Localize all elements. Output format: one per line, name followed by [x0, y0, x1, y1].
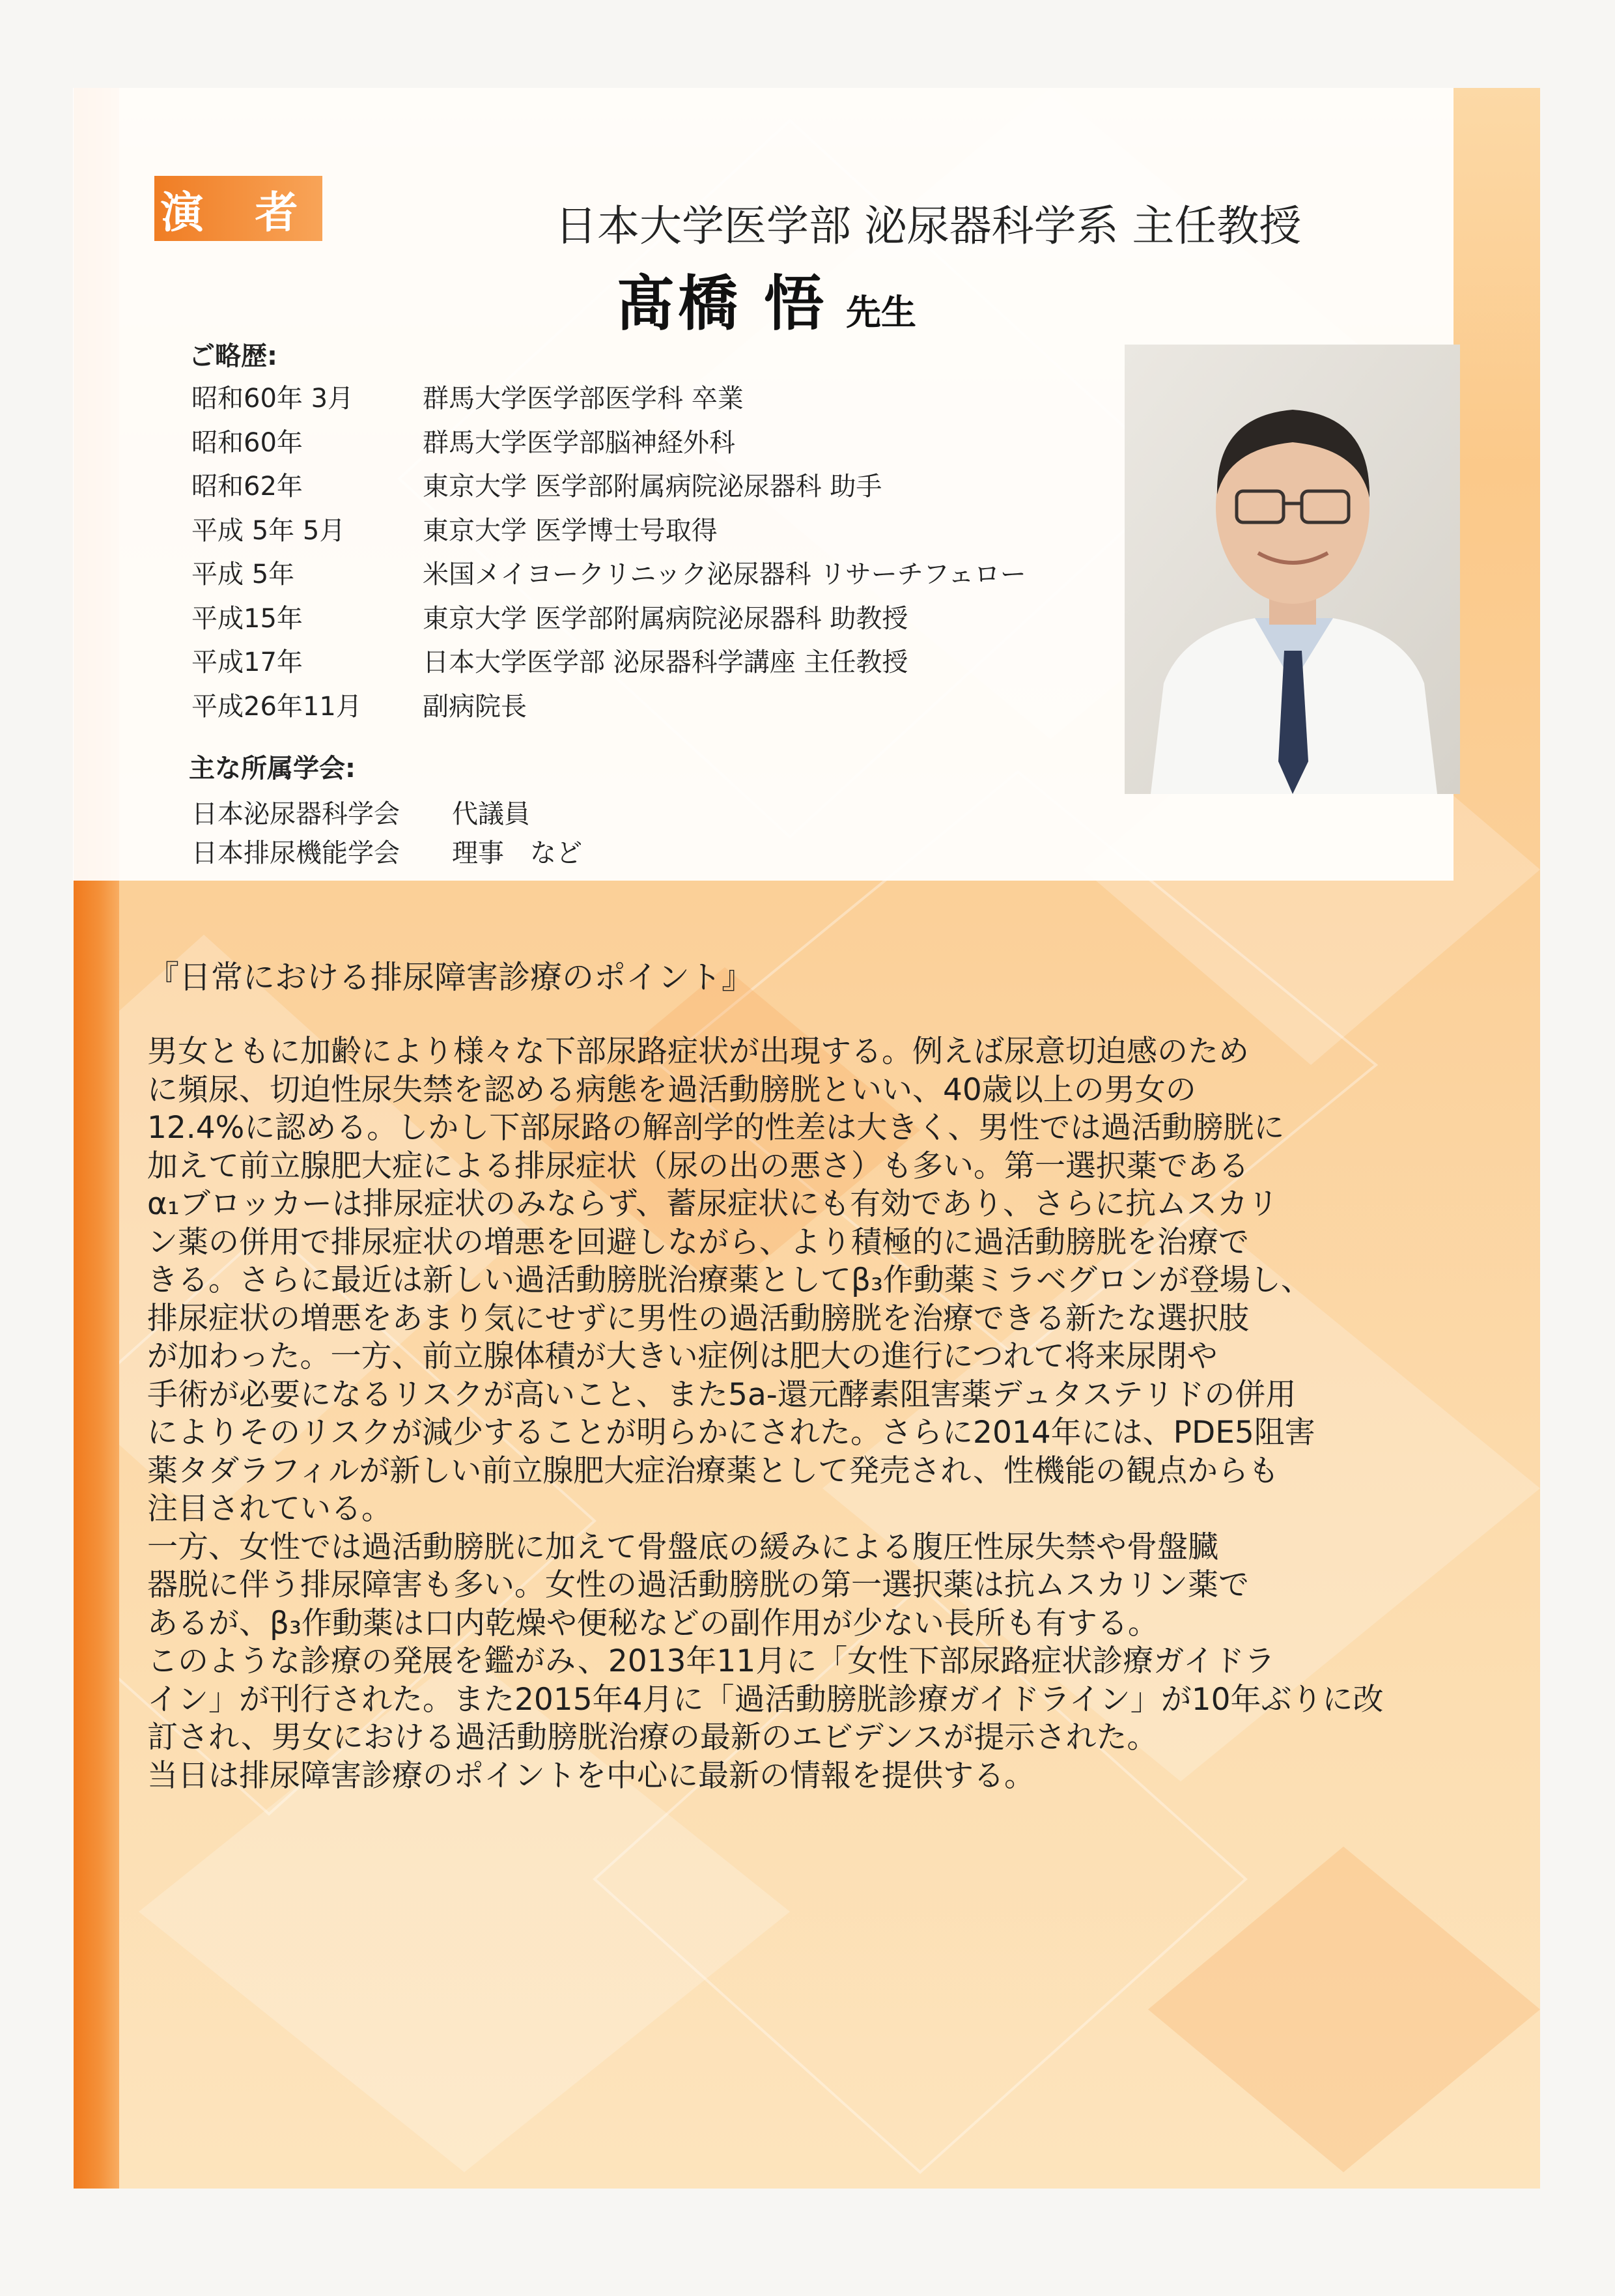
- career-date: 平成26年11月: [191, 691, 362, 722]
- abstract-line: 加えて前立腺肥大症による排尿症状（尿の出の悪さ）も多い。第一選択薬である: [147, 1148, 1249, 1184]
- abstract-line: 排尿症状の増悪をあまり気にせずに男性の過活動膀胱を治療できる新たな選択肢: [147, 1300, 1249, 1337]
- career-item: [191, 683, 1103, 727]
- lecture-topic: 『日常における排尿障害診療のポイント』: [147, 959, 754, 996]
- career-item: [191, 462, 1103, 507]
- speaker-affiliation: 日本大学医学部 泌尿器科学系 主任教授: [555, 202, 1302, 251]
- career-item: [191, 638, 1103, 683]
- portrait-illustration: [1125, 345, 1460, 794]
- speaker-label-tag: 演 者: [154, 176, 322, 241]
- career-description: 東京大学 医学部附属病院泌尿器科 助手: [423, 472, 882, 502]
- career-description: 副病院長: [423, 691, 527, 722]
- abstract-line: 薬タダラフィルが新しい前立腺肥大症治療薬として発売され、性機能の観点からも: [147, 1453, 1280, 1489]
- abstract-line: ン薬の併用で排尿症状の増悪を回避しながら、より積極的に過活動膀胱を治療で: [147, 1224, 1249, 1260]
- career-heading: ご略歴:: [189, 341, 277, 371]
- career-date: 平成 5年 5月: [191, 515, 346, 546]
- career-list: [191, 375, 1103, 726]
- society-name: 日本泌尿器科学会: [191, 799, 400, 829]
- abstract-line: 器脱に伴う排尿障害も多い。女性の過活動膀胱の第一選択薬は抗ムスカリン薬で: [147, 1567, 1249, 1603]
- abstract-line: に頻尿、切迫性尿失禁を認める病態を過活動膀胱といい、40歳以上の男女の: [147, 1071, 1196, 1108]
- society-item: [191, 831, 582, 870]
- abstract-line: 訂され、男女における過活動膀胱治療の最新のエビデンスが提示された。: [147, 1720, 1158, 1755]
- career-description: 群馬大学医学部医学科 卒業: [423, 384, 744, 414]
- career-date: 平成17年: [191, 647, 303, 678]
- speaker-name: 髙橋 悟: [615, 269, 827, 339]
- abstract-line: 手術が必要になるリスクが高いこと、また5a-還元酵素阻害薬デュタステリドの併用: [147, 1376, 1297, 1413]
- speaker-honorific: 先生: [846, 292, 917, 333]
- career-date: 昭和62年: [191, 472, 303, 502]
- society-name: 日本排尿機能学会: [191, 838, 400, 868]
- society-item: [191, 792, 582, 831]
- abstract-line: が加わった。一方、前立腺体積が大きい症例は肥大の進行につれて将来尿閉や: [147, 1339, 1218, 1374]
- career-date: 昭和60年: [191, 427, 303, 458]
- society-list: [191, 792, 582, 870]
- speaker-portrait-photo: [1125, 345, 1460, 794]
- abstract-line: 一方、女性では過活動膀胱に加えて骨盤底の緩みによる腹圧性尿失禁や骨盤臓: [147, 1529, 1218, 1565]
- career-description: 日本大学医学部 泌尿器科学講座 主任教授: [423, 647, 908, 678]
- career-date: 平成 5年: [191, 560, 295, 590]
- career-date: 昭和60年 3月: [191, 384, 354, 414]
- lecture-abstract: [147, 1033, 1476, 1795]
- career-item: [191, 550, 1103, 595]
- career-item: [191, 595, 1103, 639]
- abstract-line: 注目されている。: [147, 1491, 392, 1527]
- abstract-line: 男女ともに加齢により様々な下部尿路症状が出現する。例えば尿意切迫感のため: [147, 1034, 1249, 1070]
- career-description: 米国メイヨークリニック泌尿器科 リサーチフェロー: [423, 560, 1026, 590]
- career-item: [191, 507, 1103, 551]
- abstract-line: あるが、β₃作動薬は口内乾燥や便秘などの副作用が少ない長所も有する。: [147, 1605, 1159, 1641]
- abstract-line: このような診療の発展を鑑がみ、2013年11月に「女性下部尿路症状診療ガイドラ: [147, 1643, 1275, 1679]
- society-role: 理事 など: [452, 838, 582, 868]
- career-item: [191, 375, 1103, 419]
- abstract-line: イン」が刊行された。また2015年4月に「過活動膀胱診療ガイドライン」が10年ぶりに改: [147, 1681, 1384, 1718]
- society-role: 代議員: [452, 799, 530, 829]
- abstract-line: α₁ブロッカーは排尿症状のみならず、蓄尿症状にも有効であり、さらに抗ムスカリ: [147, 1186, 1279, 1222]
- career-item: [191, 419, 1103, 463]
- career-description: 東京大学 医学部附属病院泌尿器科 助教授: [423, 603, 908, 634]
- abstract-line: 12.4%に認める。しかし下部尿路の解剖学的性差は大きく、男性では過活動膀胱に: [147, 1110, 1285, 1146]
- career-description: 群馬大学医学部脳神経外科: [423, 427, 735, 458]
- societies-heading: 主な所属学会:: [189, 754, 356, 784]
- career-description: 東京大学 医学博士号取得: [423, 515, 718, 546]
- abstract-line: によりそのリスクが減少することが明らかにされた。さらに2014年には、PDE5阻害: [147, 1415, 1315, 1451]
- speaker-name-line: [615, 256, 916, 342]
- abstract-line: きる。さらに最近は新しい過活動膀胱治療薬としてβ₃作動薬ミラベグロンが登場し、: [147, 1262, 1312, 1298]
- abstract-line: 当日は排尿障害診療のポイントを中心に最新の情報を提供する。: [147, 1757, 1035, 1794]
- career-date: 平成15年: [191, 603, 303, 634]
